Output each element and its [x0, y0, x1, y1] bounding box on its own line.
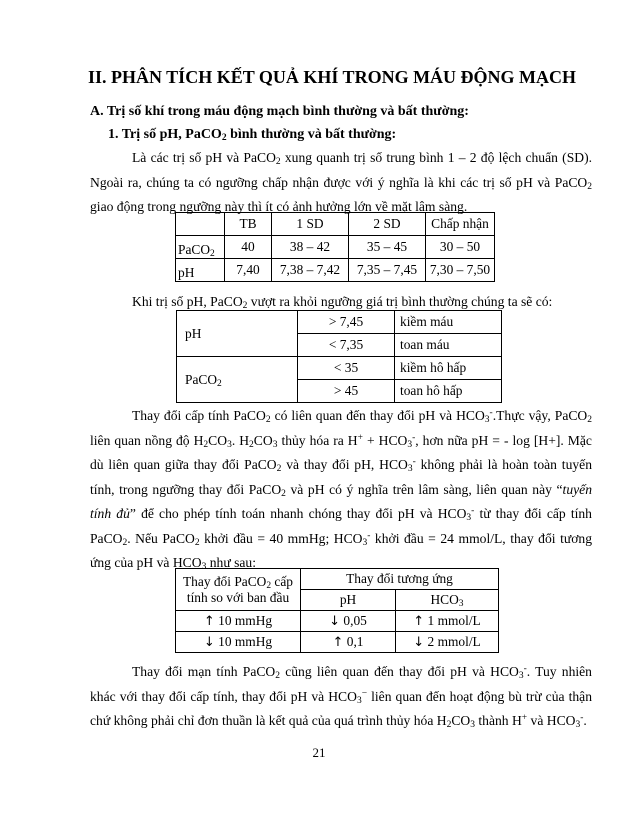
arrow-down-icon: ↓ [203, 635, 215, 650]
page-title: II. PHÂN TÍCH KẾT QUẢ KHÍ TRONG MÁU ĐỘNG MẠCH [88, 67, 577, 87]
paragraph-2: Khi trị số pH, PaCO$_2$ vượt ra khỏi ngưỡng giá trị bình thường chúng ta sẽ có: [132, 294, 553, 311]
table-row: ↓ 10 mmHg ↑ 0,1 ↓ 2 mmol/L [176, 632, 499, 653]
paragraph-3: Thay đổi cấp tính PaCO$_2$ có liên quan đến thay đổi pH và $HCO_3^-.Thực$ vậy, PaCO$_2$ liên quan nồng độ $H_2CO_3$. $H_2CO_3$ thủy hóa ra $H^+ + HCO_3^-$, hơn nữa pH = - log [H+]. Mặc dù liên quan giữa thay đổi PaCO$_2$ và thay đổi pH, $HCO_3^-$ không phải là hoàn toàn tuyến tính, trong ngưỡng thay đổi PaCO$_2$ và pH có ý nghĩa trên lâm sàng, liên quan này “tuyến tính đủ” để cho phép tính toán nhanh chóng thay đổi pH và $HCO_3^-$ từ thay đổi cấp tính PaCO$_2$. Nếu PaCO$_2$ khởi đầu = 40 mmHg; $HCO_3^-$ khởi đầu = 24 mmol/L, thay đổi tương ứng của pH và $HCO_3$ như sau: [90, 408, 592, 572]
table-row: pH 7,40 7,38 – 7,42 7,35 – 7,45 7,30 – 7,50 [176, 259, 495, 282]
table-row: ↑ 10 mmHg ↓ 0,05 ↑ 1 mmol/L [176, 611, 499, 632]
acute-change-table [175, 568, 499, 653]
paragraph-1: Là các trị số pH và PaCO$_2$ xung quanh trị số trung bình 1 – 2 độ lệch chuẩn (SD). Ngoài ra, chúng ta có ngưỡng chấp nhận được với ý nghĩa là khi các trị số pH và PaCO$_2$ giao động trong ngưỡng này thì ít có ảnh hưởng lớn về mặt lâm sàng. [90, 150, 592, 214]
table-row: pH $HCO_3$ [176, 590, 499, 611]
table-row: PaCO$_2$ < 35 kiềm hô hấp [177, 357, 502, 380]
page-number: 21 [312, 745, 326, 760]
arrow-up-icon: ↑ [203, 614, 215, 629]
abnormal-values-table [176, 310, 502, 403]
arrow-up-icon: ↑ [413, 614, 425, 629]
arrow-up-icon: ↑ [332, 635, 344, 650]
section-1-heading: 1. Trị số pH, PaCO$_2$ bình thường và bất thường: [108, 127, 397, 143]
table-row: Thay đổi PaCO$_2$ cấp tính so với ban đầu Thay đổi tương ứng [176, 569, 499, 590]
table-row: pH > 7,45 kiềm máu [177, 311, 502, 334]
normal-values-table [175, 212, 495, 282]
section-a-heading: A. Trị số khí trong máu động mạch bình thường và bất thường: [90, 104, 469, 119]
table-row: PaCO$_2$ 40 38 – 42 35 – 45 30 – 50 [176, 236, 495, 259]
arrow-down-icon: ↓ [413, 635, 425, 650]
table-row: TB 1 SD 2 SD Chấp nhận [176, 213, 495, 236]
paragraph-4: Thay đổi mạn tính PaCO$_2$ cũng liên quan đến thay đổi pH và $HCO_3^-$. Tuy nhiên khác với thay đổi cấp tính, thay đổi pH và $HCO_3^-$ liên quan đến hoạt động bù trừ của thận chứ không phải chỉ đơn thuần là kết quả của quá trình thủy hóa $H_2CO_3$ thành H+ và $HCO_3^-$. [90, 664, 592, 730]
table-row: > 45 toan hô hấp [177, 380, 502, 403]
arrow-down-icon: ↓ [329, 614, 341, 629]
table-row: < 7,35 toan máu [177, 334, 502, 357]
